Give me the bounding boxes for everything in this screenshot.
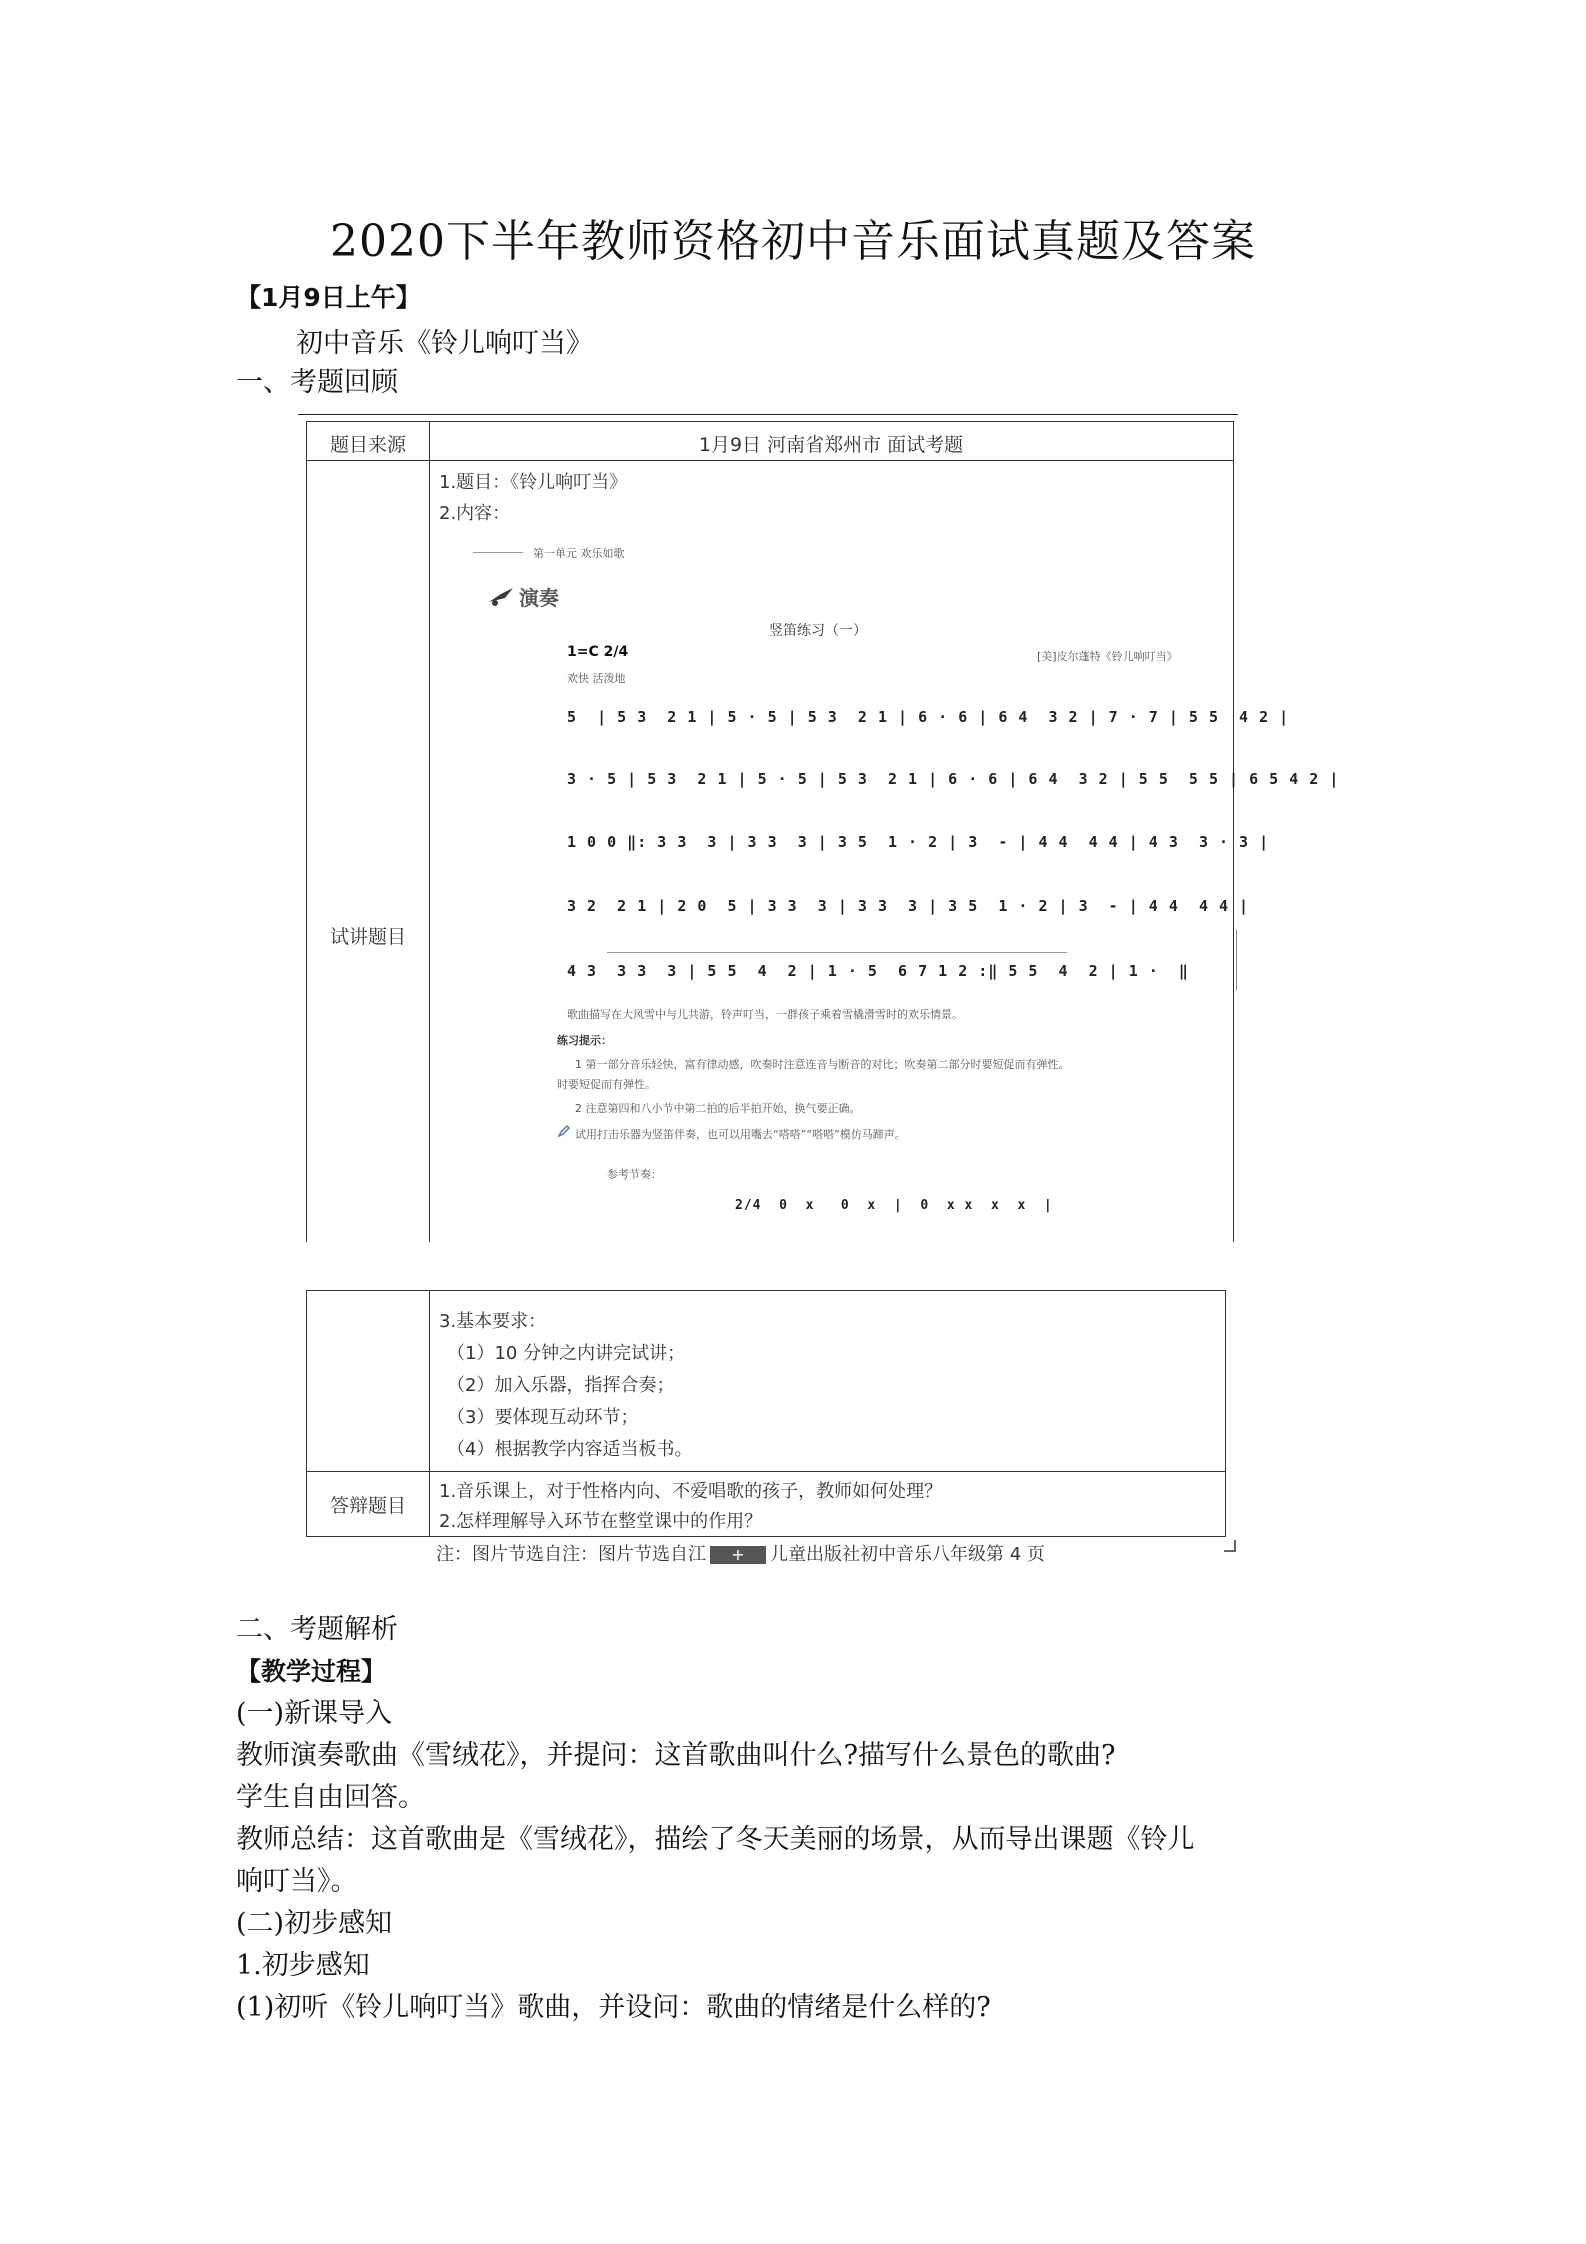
requirement-item: （3）要体现互动环节； [447, 1407, 639, 1428]
requirements-title: 3.基本要求： [439, 1311, 547, 1332]
paragraph: 学生自由回答。 [236, 1782, 425, 1813]
exercise-title: 竖笛练习（一） [769, 623, 867, 639]
document-title: 2020下半年教师资格初中音乐面试真题及答案 [330, 216, 1256, 267]
row-divider [307, 1471, 1225, 1472]
unit-note: 第一单元 欢乐如歌 [533, 547, 625, 560]
column-divider [429, 460, 430, 1242]
score-line: 5 | 5 3 2 1 | 5 · 5 | 5 3 2 1 | 6 · 6 | 6 4 3 2 | 7 · 7 | 5 5 4 2 | [567, 708, 1290, 726]
bird-icon [487, 584, 515, 608]
composer-note: [美]皮尔蓬特《铃儿响叮当》 [1037, 650, 1178, 663]
process-heading: 【教学过程】 [236, 1657, 387, 1686]
pencil-icon [557, 1124, 571, 1138]
volta-bracket [607, 952, 1067, 953]
edge-mark [1236, 930, 1237, 990]
tip-one-continued: 时要短促而有弹性。 [557, 1078, 656, 1091]
source-value: 1月9日 河南省郑州市 面试考题 [698, 434, 964, 456]
requirement-item: （4）根据教学内容适当板书。 [447, 1439, 693, 1460]
horizontal-rule [298, 414, 1238, 415]
footnote [436, 1540, 1045, 1566]
lyric-note: 歌曲描写在大风雪中与儿共游，铃声叮当，一群孩子乘着雪橇滑雪时的欢乐情景。 [567, 1008, 963, 1021]
plus-icon: + [710, 1546, 766, 1564]
tip-two: 2 注意第四和八小节中第二拍的后半拍开始，换气要正确。 [575, 1102, 861, 1115]
section-heading-analysis: 二、考题解析 [236, 1614, 398, 1645]
score-line: 1 0 0 ‖: 3 3 3 | 3 3 3 | 3 5 1 · 2 | 3 - | 4 4 4 4 | 4 3 3 · 3 | [567, 833, 1270, 851]
tips-title: 练习提示： [557, 1034, 612, 1047]
footnote-part: 注：图片节选自注：图片节选自江 [436, 1544, 706, 1565]
defense-label: 答辩题目 [329, 1495, 406, 1517]
lecture-label: 试讲题目 [329, 926, 406, 948]
reference-label: 参考节奏： [607, 1168, 662, 1181]
score-line: 3 · 5 | 5 3 2 1 | 5 · 5 | 5 3 2 1 | 6 · 6 | 6 4 3 2 | 5 5 5 5 | 6 5 4 2 | [567, 770, 1340, 788]
perform-heading: 演奏 [519, 586, 559, 610]
question-topic: 1.题目：《铃儿响叮当》 [439, 472, 628, 493]
column-divider [429, 1291, 430, 1536]
unit-rule [473, 552, 523, 553]
table-row-source [307, 422, 1233, 461]
key-signature: 1=C 2/4 [567, 644, 629, 660]
score-line: 3 2 2 1 | 2 0 5 | 3 3 3 | 3 3 3 | 3 5 1 · 2 | 3 - | 4 4 4 4 | [567, 897, 1250, 915]
rhythm-pattern: 2/4 0 x 0 x | 0 x x x x | [735, 1198, 1053, 1213]
tip-one: 1 第一部分音乐轻快，富有律动感，吹奏时注意连音与断音的对比；吹奏第二部分时要短促而有弹性。 [575, 1058, 1070, 1071]
intro-heading: (一)新课导入 [236, 1698, 393, 1729]
paragraph: 响叮当》。 [236, 1866, 358, 1897]
defense-question: 2.怎样理解导入环节在整堂课中的作用？ [439, 1511, 763, 1532]
date-heading: 【1月9日上午】 [236, 283, 421, 312]
topic-line: 初中音乐《铃儿响叮当》 [296, 328, 593, 359]
section-heading-review: 一、考题回顾 [236, 367, 398, 398]
requirement-item: （2）加入乐器，指挥合奏； [447, 1375, 675, 1396]
exam-table-bottom [306, 1290, 1226, 1537]
requirement-item: （1）10 分钟之内讲完试讲； [447, 1343, 686, 1364]
perceive-heading: (二)初步感知 [236, 1908, 393, 1939]
paragraph: 教师演奏歌曲《雪绒花》，并提问：这首歌曲叫什么?描写什么景色的歌曲? [236, 1740, 1116, 1771]
score-line: 4 3 3 3 3 | 5 5 4 2 | 1 · 5 6 7 1 2 :‖ 5 5 4 2 | 1 · ‖ [567, 962, 1189, 980]
question-content: 2.内容： [439, 503, 511, 524]
tempo-marking: 欢快 活泼地 [567, 672, 626, 685]
try-note: 试用打击乐器为竖笛伴奏，也可以用嘴去“嗒嗒”“嗒嗒”模仿马蹄声。 [575, 1128, 906, 1141]
sub-heading: 1.初步感知 [236, 1950, 370, 1981]
exam-table-top [306, 421, 1340, 1242]
resize-corner-icon [1224, 1540, 1236, 1552]
footnote-part: 儿童出版社初中音乐八年级第 4 页 [770, 1544, 1045, 1565]
paragraph: (1)初听《铃儿响叮当》歌曲，并设问：歌曲的情绪是什么样的? [236, 1992, 991, 2023]
source-label: 题目来源 [329, 434, 406, 456]
defense-question: 1.音乐课上，对于性格内向、不爱唱歌的孩子，教师如何处理？ [439, 1481, 943, 1502]
paragraph: 教师总结：这首歌曲是《雪绒花》，描绘了冬天美丽的场景，从而导出课题《铃儿 [236, 1824, 1195, 1855]
